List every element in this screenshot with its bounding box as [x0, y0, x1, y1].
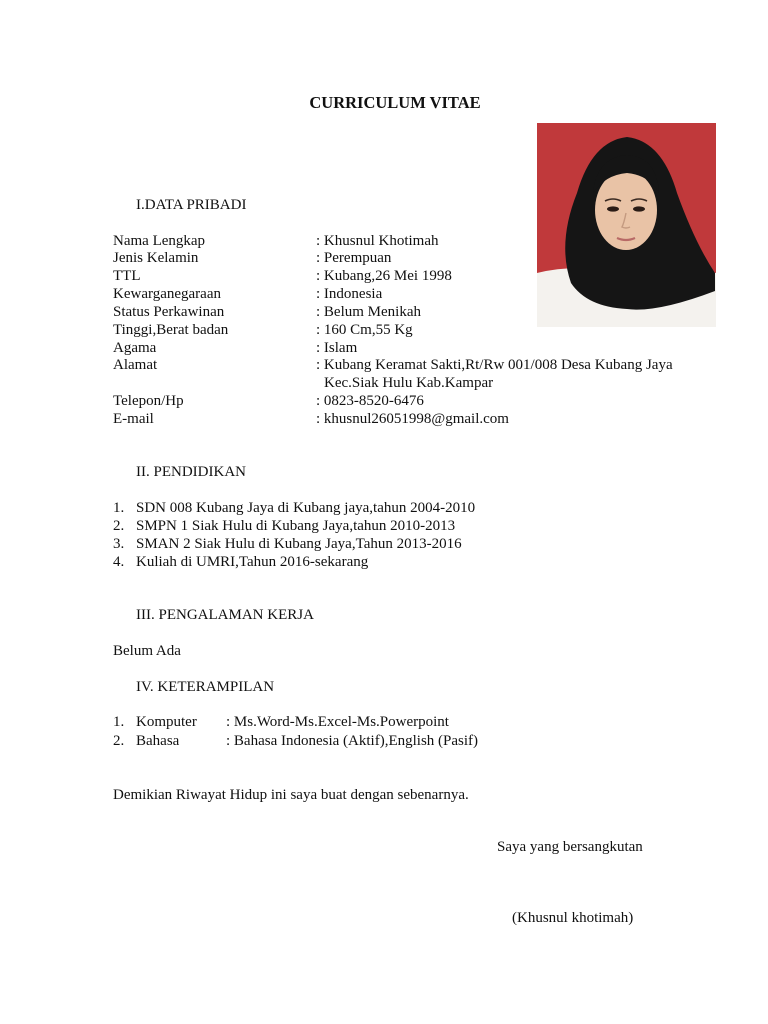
value-address: : Kubang Keramat Sakti,Rt/Rw 001/008 Desa Kubang Jaya	[316, 357, 673, 373]
value-email: : khusnul26051998@gmail.com	[316, 411, 509, 427]
label-height-weight: Tinggi,Berat badan	[113, 322, 229, 338]
education-item: SMAN 2 Siak Hulu di Kubang Jaya,Tahun 2013-2016	[136, 536, 462, 552]
profile-photo	[537, 123, 716, 327]
section-heading-skills: IV. KETERAMPILAN	[136, 679, 275, 695]
value-birth: : Kubang,26 Mei 1998	[316, 268, 452, 284]
education-number: 4.	[113, 554, 125, 570]
value-nationality: : Indonesia	[316, 286, 383, 302]
label-religion: Agama	[113, 340, 157, 356]
value-full-name: : Khusnul Khotimah	[316, 233, 439, 249]
education-number: 1.	[113, 500, 125, 516]
label-birth: TTL	[113, 268, 141, 284]
label-full-name: Nama Lengkap	[113, 233, 206, 249]
skill-value: : Bahasa Indonesia (Aktif),English (Pasif)	[226, 733, 479, 749]
closing-statement: Demikian Riwayat Hidup ini saya buat dengan sebenarnya.	[113, 787, 469, 803]
education-item: Kuliah di UMRI,Tahun 2016-sekarang	[136, 554, 369, 570]
section-heading-education: II. PENDIDIKAN	[136, 464, 246, 480]
label-marital-status: Status Perkawinan	[113, 304, 225, 320]
value-phone: : 0823-8520-6476	[316, 393, 424, 409]
education-number: 2.	[113, 518, 125, 534]
label-email: E-mail	[113, 411, 154, 427]
label-nationality: Kewarganegaraan	[113, 286, 221, 302]
section-heading-personal: I.DATA PRIBADI	[136, 197, 247, 213]
education-item: SMPN 1 Siak Hulu di Kubang Jaya,tahun 2010-2013	[136, 518, 456, 534]
portrait-illustration	[537, 123, 716, 327]
value-gender: : Perempuan	[316, 250, 392, 266]
skill-number: 2.	[113, 733, 125, 749]
skill-value: : Ms.Word-Ms.Excel-Ms.Powerpoint	[226, 714, 449, 730]
education-item: SDN 008 Kubang Jaya di Kubang jaya,tahun 2004-2010	[136, 500, 476, 516]
label-phone: Telepon/Hp	[113, 393, 184, 409]
value-marital-status: : Belum Menikah	[316, 304, 421, 320]
value-address-continued: Kec.Siak Hulu Kab.Kampar	[324, 375, 494, 391]
education-number: 3.	[113, 536, 125, 552]
value-religion: : Islam	[316, 340, 358, 356]
experience-text: Belum Ada	[113, 643, 181, 659]
label-gender: Jenis Kelamin	[113, 250, 199, 266]
label-address: Alamat	[113, 357, 158, 373]
value-height-weight: : 160 Cm,55 Kg	[316, 322, 413, 338]
signature-caption: Saya yang bersangkutan	[497, 839, 643, 855]
skill-name: Komputer	[136, 714, 197, 730]
skill-number: 1.	[113, 714, 125, 730]
document-title: CURRICULUM VITAE	[309, 93, 481, 112]
section-heading-experience: III. PENGALAMAN KERJA	[136, 607, 314, 623]
skill-name: Bahasa	[136, 733, 180, 749]
signature-name: (Khusnul khotimah)	[512, 910, 634, 926]
